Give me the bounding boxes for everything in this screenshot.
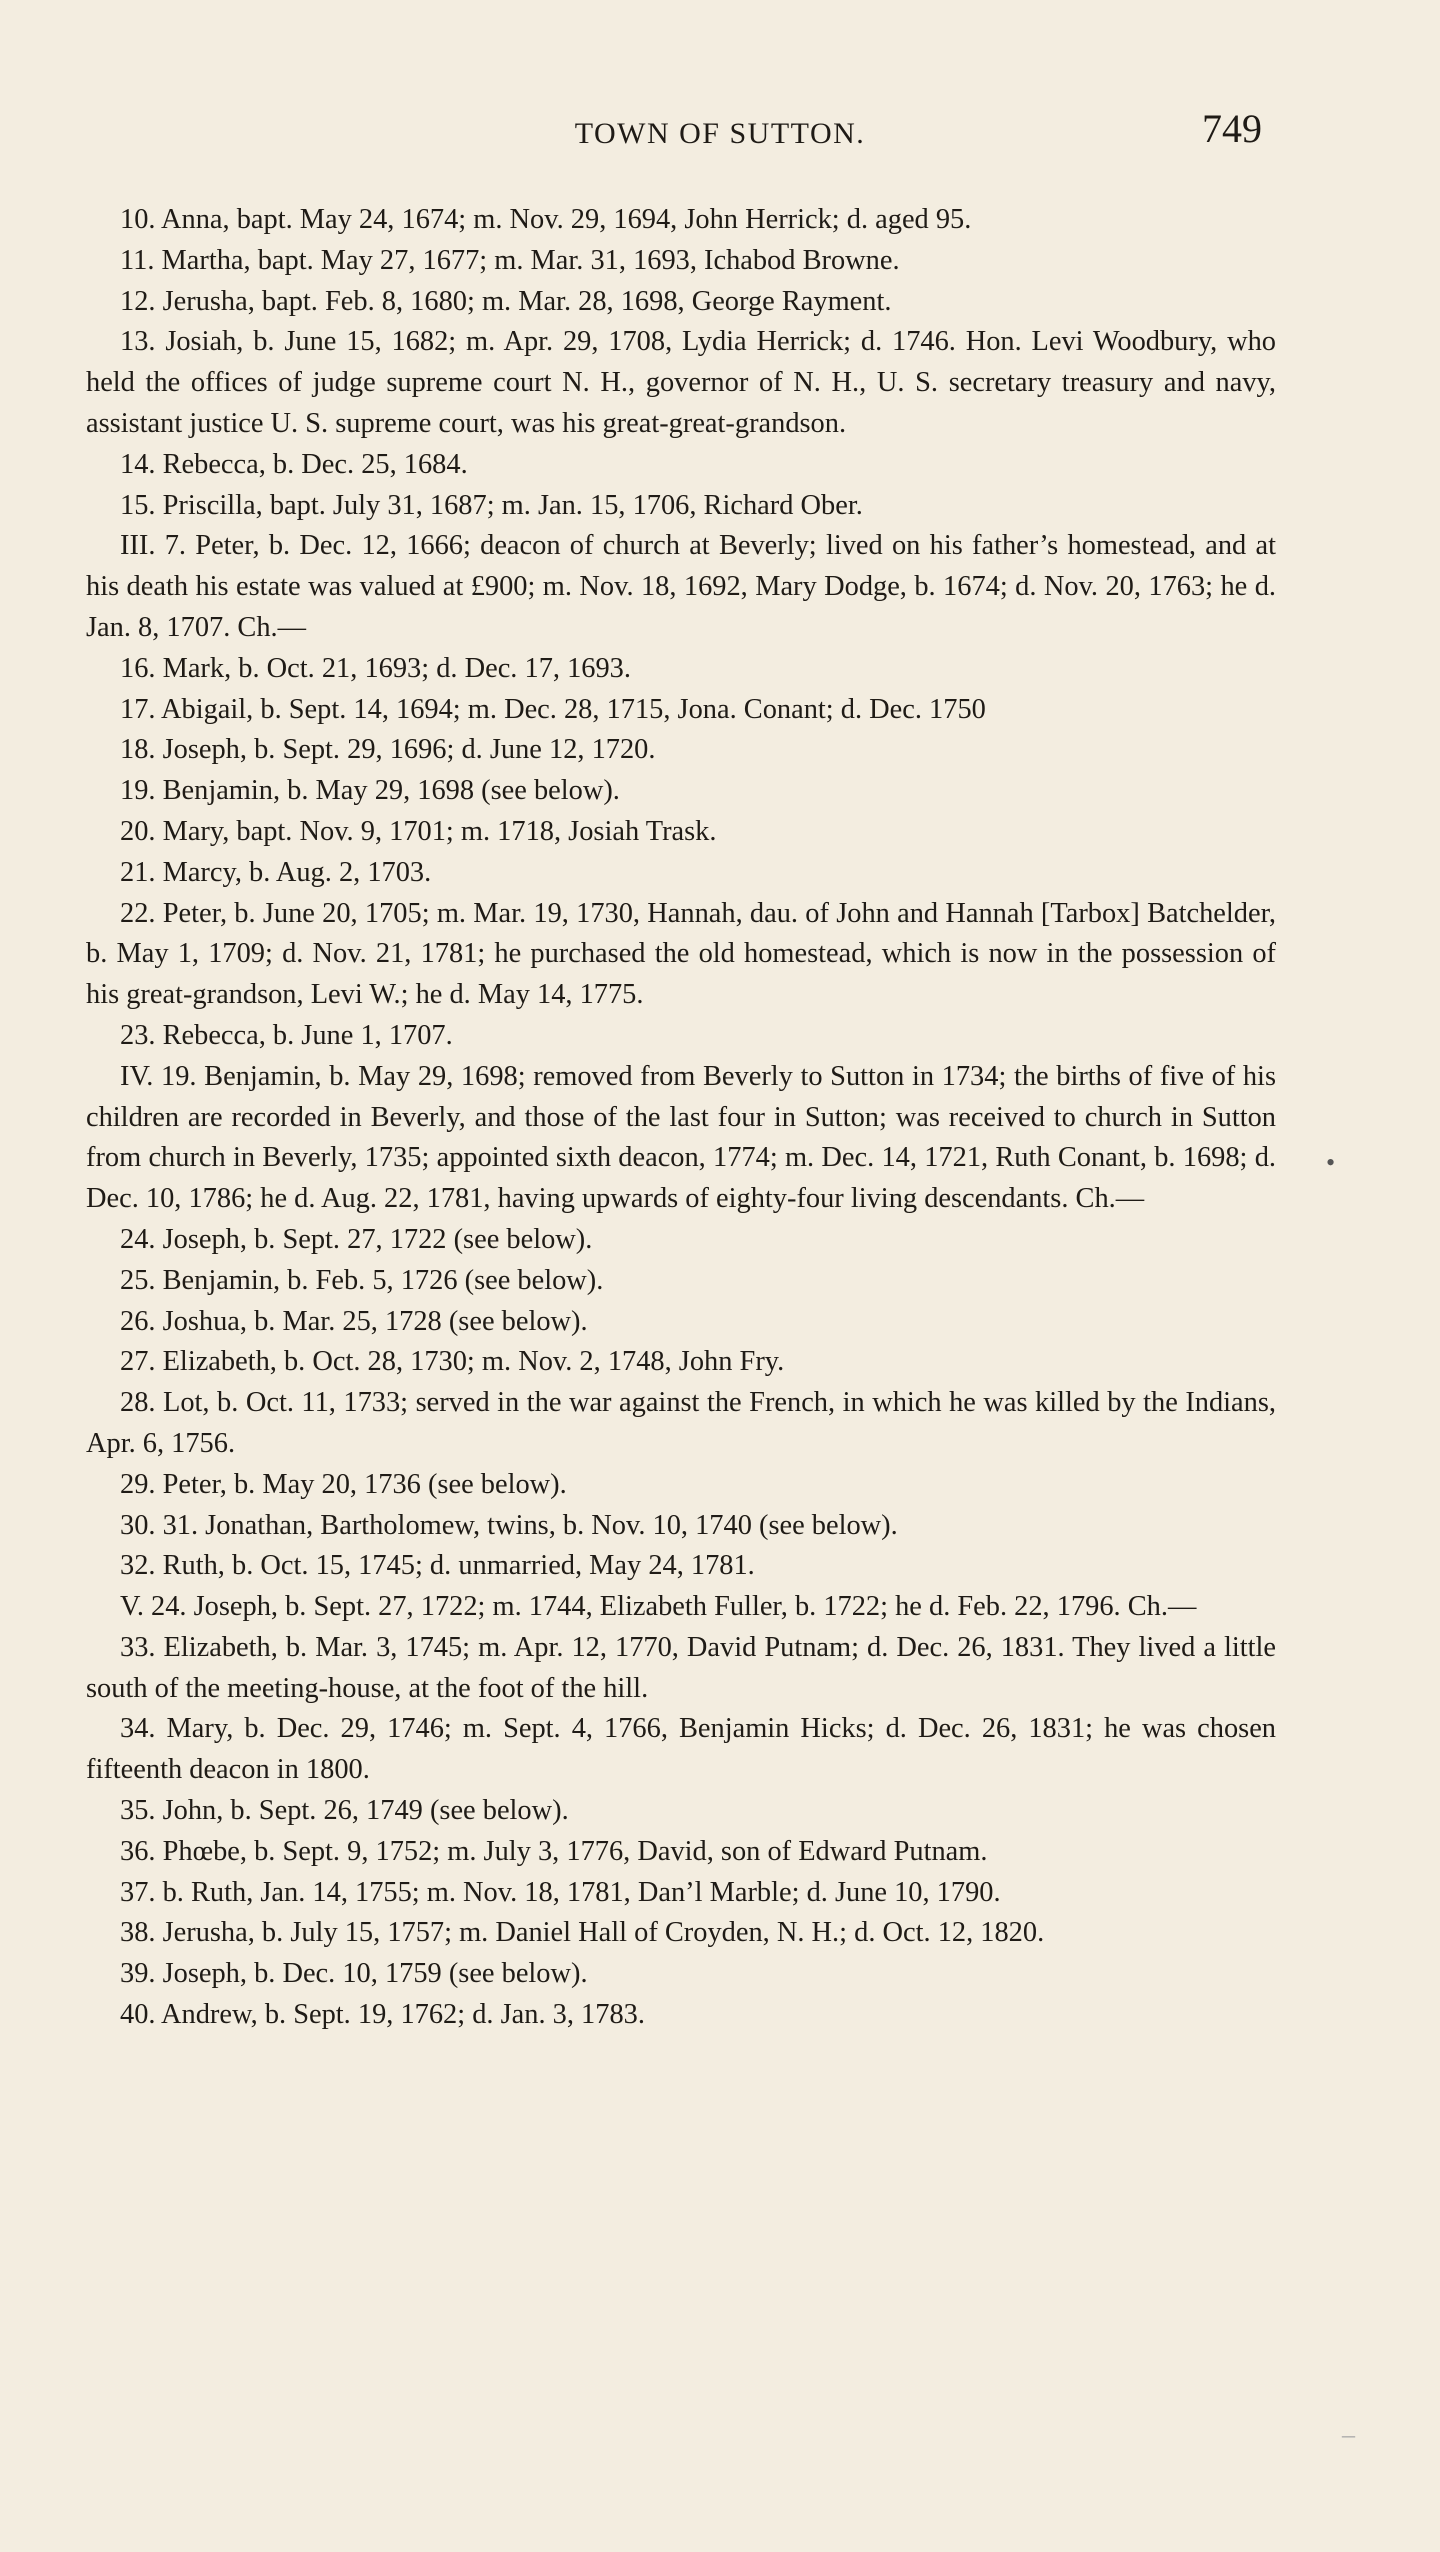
page-header xyxy=(0,105,1440,155)
entry-38: 38. Jerusha, b. July 15, 1757; m. Daniel Hall of Croyden, N. H.; d. Oct. 12, 1820. xyxy=(120,1917,1045,1949)
entry-generation-IV: IV. 19. Benjamin, b. May 29, 1698; removed from Beverly to Sutton in 1734; the births of five of his children are recorded in Beverly, and those of the last four in Sutton; was received to church in Sutton from church in Beverly, 1735; appointed sixth deacon, 1774; m. Dec. 14, 1721, Ruth Conant, b. 1698; d. Dec. 10, 1786; he d. Aug. 22, 1781, having upwards of eighty-four living descendants. Ch.— xyxy=(86,1060,1276,1215)
entry-40: 40. Andrew, b. Sept. 19, 1762; d. Jan. 3, 1783. xyxy=(120,1999,645,2031)
entry-12: 12. Jerusha, bapt. Feb. 8, 1680; m. Mar. 28, 1698, George Rayment. xyxy=(120,285,892,317)
entry-19: 19. Benjamin, b. May 29, 1698 (see below). xyxy=(120,775,620,807)
entry-21: 21. Marcy, b. Aug. 2, 1703. xyxy=(120,856,432,888)
entry-29: 29. Peter, b. May 20, 1736 (see below). xyxy=(120,1468,567,1500)
entry-32: 32. Ruth, b. Oct. 15, 1745; d. unmarried, May 24, 1781. xyxy=(120,1550,755,1582)
entry-35: 35. John, b. Sept. 26, 1749 (see below). xyxy=(120,1795,569,1827)
entry-14: 14. Rebecca, b. Dec. 25, 1684. xyxy=(120,448,468,480)
entry-24: 24. Joseph, b. Sept. 27, 1722 (see below). xyxy=(120,1223,593,1255)
entry-26: 26. Joshua, b. Mar. 25, 1728 (see below). xyxy=(120,1305,588,1337)
margin-dot: • xyxy=(1326,1148,1336,1177)
entry-30-31: 30. 31. Jonathan, Bartholomew, twins, b. Nov. 10, 1740 (see below). xyxy=(120,1509,898,1541)
margin-dash: – xyxy=(1342,2420,1355,2449)
entry-generation-III: III. 7. Peter, b. Dec. 12, 1666; deacon of church at Beverly; lived on his father’s homestead, and at his death his estate was valued at £900; m. Nov. 18, 1692, Mary Dodge, b. 1674; d. Nov. 20, 1763; he d. Jan. 8, 1707. Ch.— xyxy=(86,530,1276,643)
entry-17: 17. Abigail, b. Sept. 14, 1694; m. Dec. 28, 1715, Jona. Conant; d. Dec. 1750 xyxy=(120,693,986,725)
genealogy-text xyxy=(86,200,1276,2036)
entry-23: 23. Rebecca, b. June 1, 1707. xyxy=(120,1019,453,1051)
entry-11: 11. Martha, bapt. May 27, 1677; m. Mar. 31, 1693, Ichabod Browne. xyxy=(120,244,900,276)
entry-18: 18. Joseph, b. Sept. 29, 1696; d. June 12, 1720. xyxy=(120,734,656,766)
entry-16: 16. Mark, b. Oct. 21, 1693; d. Dec. 17, 1693. xyxy=(120,652,631,684)
entry-36: 36. Phœbe, b. Sept. 9, 1752; m. July 3, 1776, David, son of Edward Putnam. xyxy=(120,1835,988,1867)
entry-10: 10. Anna, bapt. May 24, 1674; m. Nov. 29, 1694, John Herrick; d. aged 95. xyxy=(120,204,972,235)
entry-25: 25. Benjamin, b. Feb. 5, 1726 (see below). xyxy=(120,1264,604,1296)
entry-27: 27. Elizabeth, b. Oct. 28, 1730; m. Nov. 2, 1748, John Fry. xyxy=(120,1346,785,1378)
entry-generation-V: V. 24. Joseph, b. Sept. 27, 1722; m. 1744, Elizabeth Fuller, b. 1722; he d. Feb. 22, 1796. Ch.— xyxy=(120,1591,1197,1623)
entry-13: 13. Josiah, b. June 15, 1682; m. Apr. 29, 1708, Lydia Herrick; d. 1746. Hon. Levi Woodbury, who held the offices of judge supreme court N. H., governor of N. H., U. S. secretary treasury and navy, assistant justice U. S. supreme court, was his great-great-grandson. xyxy=(86,326,1276,439)
entry-33: 33. Elizabeth, b. Mar. 3, 1745; m. Apr. 12, 1770, David Putnam; d. Dec. 26, 1831. They lived a little south of the meeting-house, at the foot of the hill. xyxy=(86,1631,1276,1704)
entry-22: 22. Peter, b. June 20, 1705; m. Mar. 19, 1730, Hannah, dau. of John and Hannah [Tarbox] Batchelder, b. May 1, 1709; d. Nov. 21, 1781; he purchased the old homestead, which is now in the possession of his great-grandson, Levi W.; he d. May 14, 1775. xyxy=(86,897,1276,1011)
entry-37: 37. b. Ruth, Jan. 14, 1755; m. Nov. 18, 1781, Dan’l Marble; d. June 10, 1790. xyxy=(120,1876,1001,1908)
entry-20: 20. Mary, bapt. Nov. 9, 1701; m. 1718, Josiah Trask. xyxy=(120,815,717,847)
running-title: TOWN OF SUTTON. xyxy=(574,117,866,150)
entry-15: 15. Priscilla, bapt. July 31, 1687; m. Jan. 15, 1706, Richard Ober. xyxy=(120,489,863,521)
entry-34: 34. Mary, b. Dec. 29, 1746; m. Sept. 4, 1766, Benjamin Hicks; d. Dec. 26, 1831; he was chosen fifteenth deacon in 1800. xyxy=(86,1713,1276,1786)
entry-39: 39. Joseph, b. Dec. 10, 1759 (see below). xyxy=(120,1958,588,1990)
page-number: 749 xyxy=(1202,106,1262,151)
entry-28: 28. Lot, b. Oct. 11, 1733; served in the war against the French, in which he was killed by the Indians, Apr. 6, 1756. xyxy=(86,1387,1276,1459)
